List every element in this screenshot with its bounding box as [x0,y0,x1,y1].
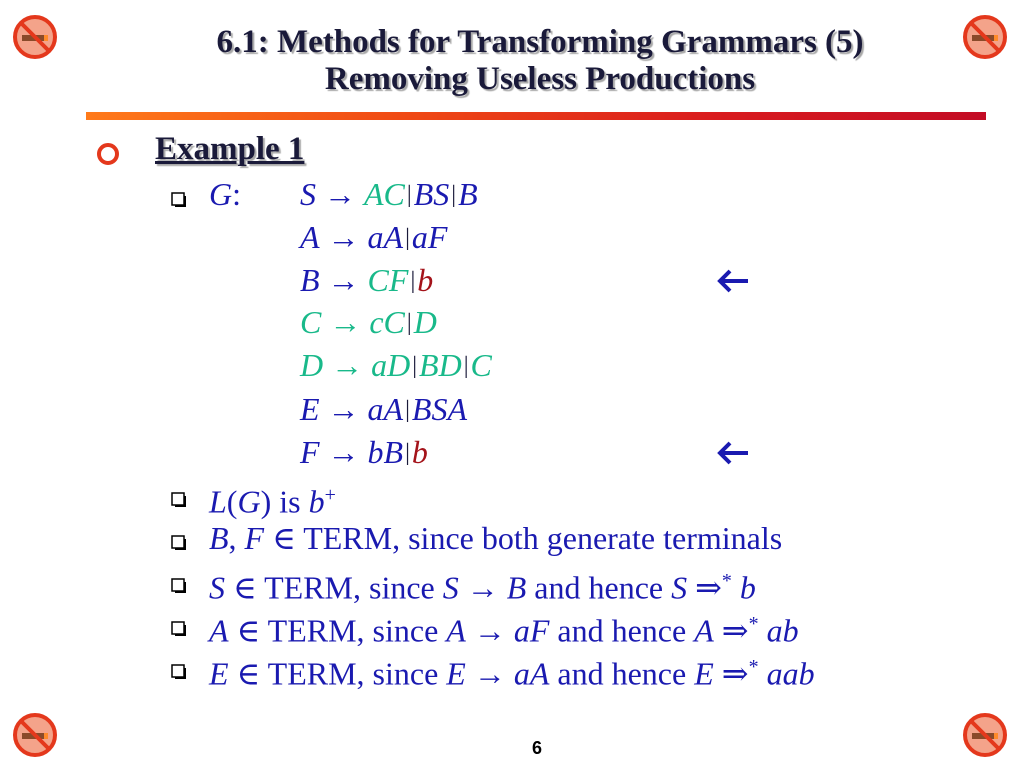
production-e: E → aA|BSA [300,391,467,427]
square-bullet-icon [171,664,186,679]
square-bullet-icon [171,621,186,636]
left-arrow-icon [716,440,750,466]
production-s: S → AC|BS|B [300,176,478,212]
page-number: 6 [532,738,543,758]
square-bullet-icon [171,192,186,207]
square-bullet-icon [171,578,186,593]
slide-title-line2: Removing Useless Productions [324,61,756,97]
example-heading: Example 1 [155,131,305,167]
production-d: D → aD|BD|C [300,347,492,383]
bullet-a-term: A ∈ TERM, since A → aF and hence A ⇒* ab [209,612,799,649]
left-arrow-icon [716,268,750,294]
production-f: F → bB|b [300,434,428,470]
production-b: B → CF|b [300,262,434,298]
production-a: A → aA|aF [300,219,448,255]
no-smoking-icon [962,712,1008,758]
hollow-circle-bullet-icon [96,142,120,166]
square-bullet-icon [171,535,186,550]
slide-title-line1: 6.1: Methods for Transforming Grammars (5) [216,24,864,60]
bullet-bf-term: B, F ∈ TERM, since both generate terminals [209,520,783,556]
square-bullet-icon [171,492,186,507]
production-c: C → cC|D [300,304,437,340]
title-divider [86,112,986,120]
bullet-e-term: E ∈ TERM, since E → aA and hence E ⇒* aab [209,655,815,692]
no-smoking-icon [12,14,58,60]
grammar-name: G: [209,176,241,212]
bullet-language: L(G) is b+ [209,483,336,520]
no-smoking-icon [12,712,58,758]
bullet-s-term: S ∈ TERM, since S → B and hence S ⇒* b [209,569,756,606]
